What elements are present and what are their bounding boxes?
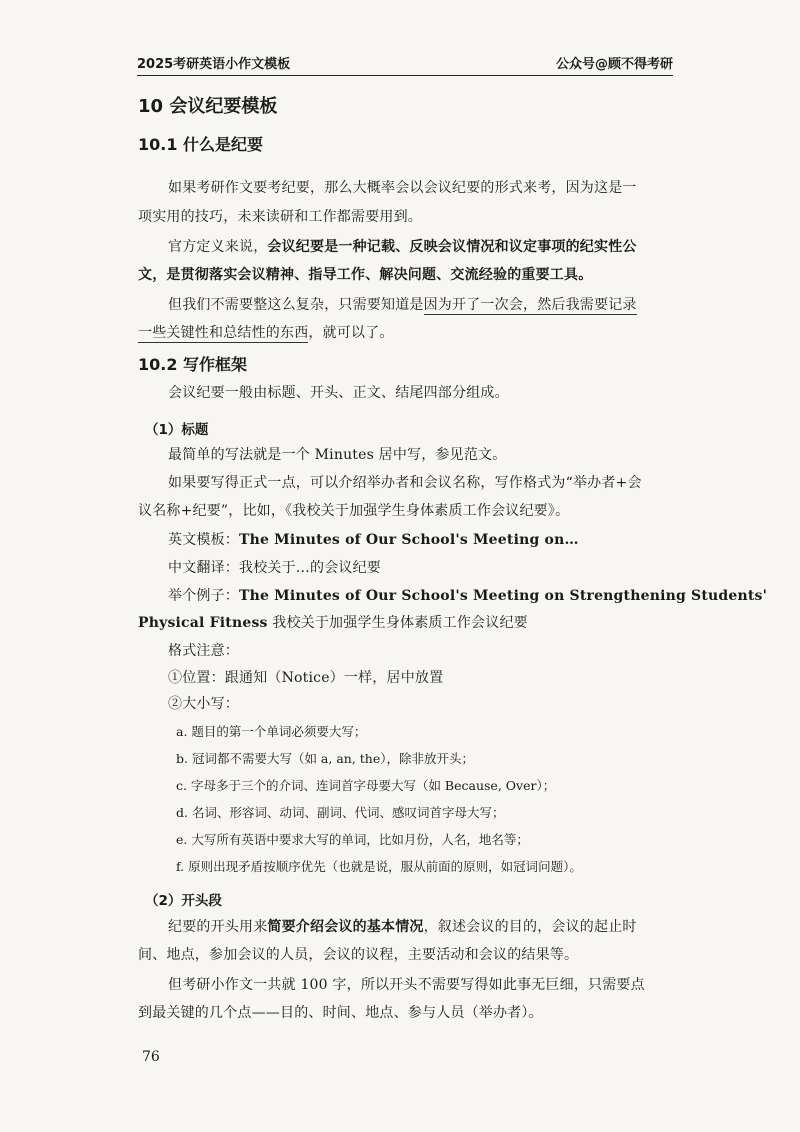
example-value-1: The Minutes of Our School's Meeting on Strengthening Students' [239, 588, 768, 604]
english-template-line [168, 529, 579, 549]
s1-underlined-2: 一些关键性和总结性的东西 [138, 325, 309, 341]
title-line3: 议名称+纪要”，比如，《我校关于加强学生身体素质工作会议纪要》。 [138, 503, 570, 519]
header-account: 公众号@顾不得考研 [555, 57, 673, 72]
opening-para2-line1: 但考研小作文一共就 100 字，所以开头不需要写得如此事无巨细，只需要点 [168, 977, 645, 993]
title-line2: 如果要写得正式一点，可以介绍举办者和会议名称，写作格式为“举办者+会 [168, 475, 642, 491]
section-heading-10-2: 10.2 写作框架 [138, 355, 248, 374]
s1-para2-lead: 官方定义来说， [168, 239, 268, 255]
running-header [137, 46, 673, 76]
example-value-3: 我校关于加强学生身体素质工作会议纪要 [267, 615, 528, 631]
example-line2 [138, 612, 528, 632]
cap-rule-f: f. 原则出现矛盾按顺序优先（也就是说，服从前面的原则，如冠词问题）。 [176, 859, 582, 874]
s1-para2-line1 [168, 236, 637, 256]
opening-para1-line1 [168, 916, 637, 936]
chinese-translation-line [168, 557, 381, 577]
english-template-value: The Minutes of Our School's Meeting on… [239, 532, 579, 548]
s1-para1-line1: 如果考研作文要考纪要，那么大概率会以会议纪要的形式来考，因为这是一 [168, 180, 637, 196]
opening-lead: 纪要的开头用来 [168, 919, 268, 935]
cap-rule-b: b. 冠词都不需要大写（如 a, an, the），除非放开头； [176, 751, 474, 766]
s1-para3-line1 [168, 294, 637, 314]
section-heading-10-1: 10.1 什么是纪要 [138, 135, 264, 154]
s1-para1-line2: 项实用的技巧，未来读研和工作都需要用到。 [138, 209, 422, 225]
s1-para3-tail: ，就可以了。 [308, 325, 394, 341]
sub-heading-opening: （2）开头段 [145, 893, 222, 909]
opening-para2-line2: 到最关键的几个点——目的、时间、地点、参与人员（举办者）。 [138, 1005, 543, 1021]
opening-bold: 简要介绍会议的基本情况 [267, 919, 424, 935]
s1-para3-line2 [138, 322, 394, 342]
chinese-translation-label: 中文翻译： [168, 560, 239, 576]
cap-rule-e: e. 大写所有英语中要求大写的单词，比如月份，人名，地名等； [176, 832, 529, 847]
format-position: ①位置：跟通知（Notice）一样，居中放置 [168, 670, 444, 686]
cap-rule-c: c. 字母多于三个的介词、连词首字母要大写（如 Because, Over）； [176, 778, 556, 793]
opening-para1-line2: 间、地点，参加会议的人员，会议的议程，主要活动和会议的结果等。 [138, 947, 579, 963]
sub-heading-title: （1）标题 [145, 422, 209, 438]
opening-rest: ，叙述会议的目的，会议的起止时 [423, 919, 637, 935]
format-notes-label: 格式注意： [168, 643, 239, 659]
title-line1: 最简单的写法就是一个 Minutes 居中写，参见范文。 [168, 447, 507, 463]
example-value-2: Physical Fitness [138, 615, 268, 631]
s1-definition-bold-2: 文，是贯彻落实会议精神、指导工作、解决问题、交流经验的重要工具。 [138, 267, 593, 283]
format-capitalization: ②大小写： [168, 696, 239, 712]
example-label: 举个例子： [168, 588, 239, 604]
s1-para3-lead: 但我们不需要整这么复杂，只需要知道是 [168, 297, 424, 313]
s1-para2-line2 [138, 264, 592, 284]
s1-underlined-1: 因为开了一次会，然后我需要记录 [423, 297, 637, 313]
chapter-title: 10 会议纪要模板 [138, 96, 278, 117]
cap-rule-a: a. 题目的第一个单词必须要大写； [176, 724, 367, 739]
s1-definition-bold-1: 会议纪要是一种记载、反映会议情况和议定事项的纪实性公 [267, 239, 637, 255]
cap-rule-d: d. 名词、形容词、动词、副词、代词、感叹词首字母大写； [176, 805, 505, 820]
header-book-title: 2025考研英语小作文模板 [137, 57, 291, 72]
s2-intro: 会议纪要一般由标题、开头、正文、结尾四部分组成。 [168, 385, 509, 401]
chinese-translation-value: 我校关于…的会议纪要 [239, 560, 381, 576]
english-template-label: 英文模板： [168, 532, 239, 548]
page-number: 76 [142, 1049, 160, 1065]
example-line1 [168, 585, 767, 605]
